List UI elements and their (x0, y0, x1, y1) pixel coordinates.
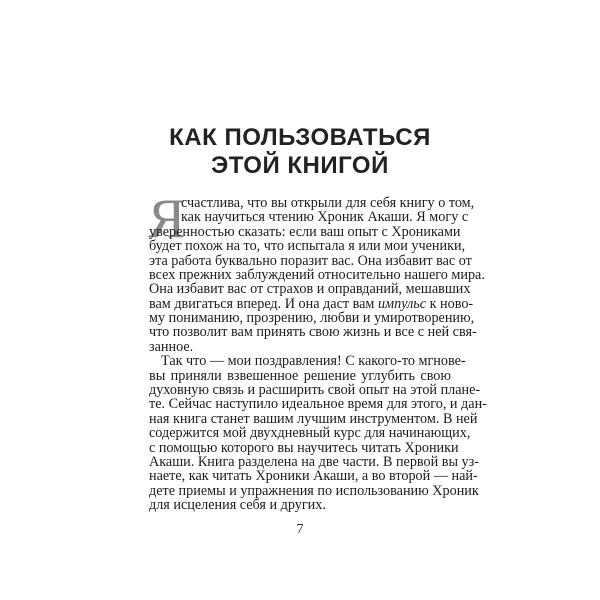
text-line: ная книга станет вашим лучшим инструментом. В ней (149, 410, 478, 427)
text-line: вы приняли взвешенное решение углубить свою (149, 367, 451, 384)
text-segment: к ново- (429, 295, 474, 312)
text-line: счастлива, что вы открыли для себя книгу о том, (181, 195, 475, 211)
text-line: дете приемы и упражнения по использованию Хроник (149, 482, 479, 499)
text-line: му пониманию, прозрению, любви и умиротворению, (149, 310, 475, 326)
text-line: для исцеления себя и других. (149, 497, 326, 513)
emphasized-word: импульс (377, 295, 427, 312)
text-line: с помощью которого вы научитесь читать Хроники (149, 439, 459, 456)
text-line: те. Сейчас наступило идеальное время для этого, и дан- (149, 396, 487, 413)
drop-cap-letter: Я (148, 188, 186, 250)
text-line: Так что — мои поздравления! С какого-то мгнове- (161, 353, 466, 370)
chapter-title-line-1: КАК ПОЛЬЗОВАТЬСЯ (169, 124, 431, 151)
text-line: занное. (149, 338, 194, 355)
text-line-with-emphasis (149, 295, 474, 312)
text-line: наете, как читать Хроники Акаши, а во второй — най- (149, 468, 478, 485)
text-line: как научиться чтению Хроник Акаши. Я могу с (181, 209, 469, 226)
chapter-title-line-2: ЭТОЙ КНИГОЙ (211, 152, 389, 179)
text-line: Она избавит вас от страхов и оправданий, мешавших (149, 281, 471, 298)
text-line: содержится мой двухдневный курс для начинающих, (149, 425, 471, 442)
text-line: уверенностью сказать: если ваш опыт с Хрониками (149, 223, 461, 240)
text-line: духовную связь и расширить свой опыт на этой плане- (149, 382, 481, 398)
text-line: Акаши. Книга разделена на две части. В первой вы уз- (149, 453, 479, 470)
page-number: 7 (296, 522, 304, 537)
text-line: всех прежних заблуждений относительно нашего мира. (149, 266, 485, 283)
text-line: будет похож на то, что испытала я или мои ученики, (149, 238, 466, 255)
text-segment: вам двигаться вперед. И она даст вам (149, 295, 375, 312)
text-line: эта работа буквально поразит вас. Она избавит вас от (149, 252, 472, 269)
text-line: что позволит вам принять свою жизнь и все с ней свя- (149, 324, 477, 341)
